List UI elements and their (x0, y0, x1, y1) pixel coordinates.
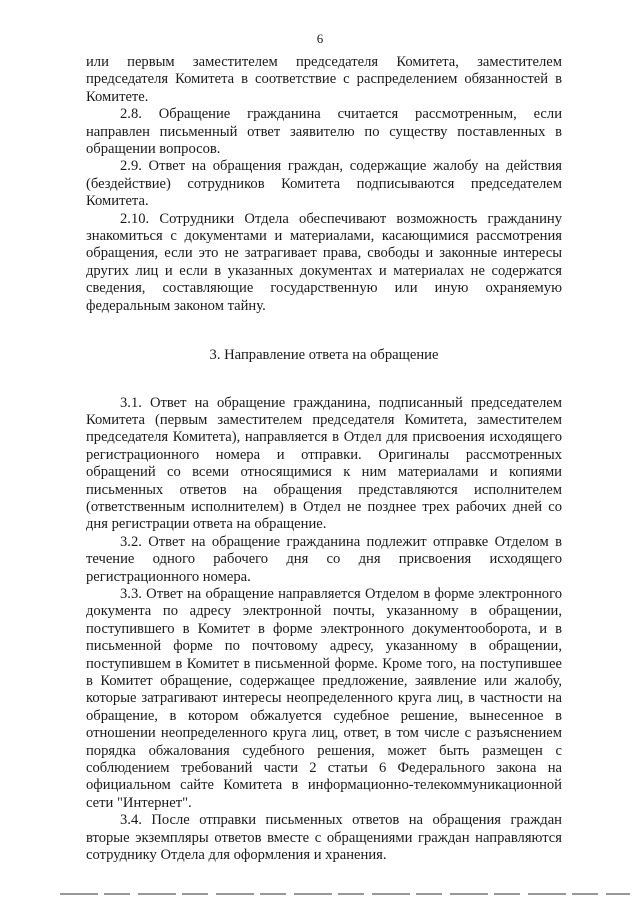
paragraph-3-3: 3.3. Ответ на обращение направляется Отделом в форме электронного документа по адресу электронной почты, указанному в обращении, поступившего в Комитет в форме электронного документооборота, и в письменной форме по почтовому адресу, указанному в обращении, поступившем в Комитет в письменной форме. Кроме того, на поступившее в Комитет обращение, содержащее предложение, заявление или жалобу, которые затрагивают интересы неопределенного круга лиц, в частности на обращение, в котором обжалуется судебное решение, вынесенное в отношении неопределенного круга лиц, ответ, в том числе с разъяснением порядка обжалования судебного решения, может быть размещен с соблюдением требований части 2 статьи 6 Федерального закона на официальном сайте Комитета в информационно-телекоммуникационной сети "Интернет". (86, 585, 562, 811)
paragraph-2-10: 2.10. Сотрудники Отдела обеспечивают возможность гражданину знакомиться с документами и материалами, касающимися рассмотрения обращения, если это не затрагивает права, свободы и законные интересы других лиц и если в указанных документах и материалах не содержатся сведения, составляющие государственную или иную охраняемую федеральным законом тайну. (86, 210, 562, 314)
scan-artifact-line (60, 893, 630, 895)
paragraph-3-4: 3.4. После отправки письменных ответов на обращения граждан вторые экземпляры ответов вместе с обращениями граждан направляются сотруднику Отдела для оформления и хранения. (86, 812, 562, 864)
paragraph-2-8: 2.8. Обращение гражданина считается рассмотренным, если направлен письменный ответ заявителю по существу поставленных в обращении вопросов. (86, 106, 562, 158)
section-3-heading: 3. Направление ответа на обращение (209, 347, 439, 364)
page-number: 6 (316, 31, 324, 46)
paragraph-2-9: 2.9. Ответ на обращения граждан, содержащие жалобу на действия (бездействие) сотрудников Комитета подписываются председателем Комитета. (86, 158, 562, 210)
paragraph-3-1: 3.1. Ответ на обращение гражданина, подписанный председателем Комитета (первым заместителем председателя Комитета, заместителем председателя Комитета), направляется в Отдел для присвоения исходящего регистрационного номера и отправки. Оригиналы рассмотренных обращений со всеми относящимися к ним материалами и копиями письменных ответов на обращения представляются исполнителем (ответственным исполнителем) в Отдел не позднее трех рабочих дней со дня регистрации ответа на обращение. (86, 394, 562, 533)
paragraph-3-2: 3.2. Ответ на обращение гражданина подлежит отправке Отделом в течение одного рабочего дня со дня присвоения исходящего регистрационного номера. (86, 533, 562, 585)
paragraph-continuation: или первым заместителем председателя Комитета, заместителем председателя Комитета в соответствие с распределением обязанностей в Комитете. (86, 54, 562, 105)
document-body (86, 54, 562, 864)
